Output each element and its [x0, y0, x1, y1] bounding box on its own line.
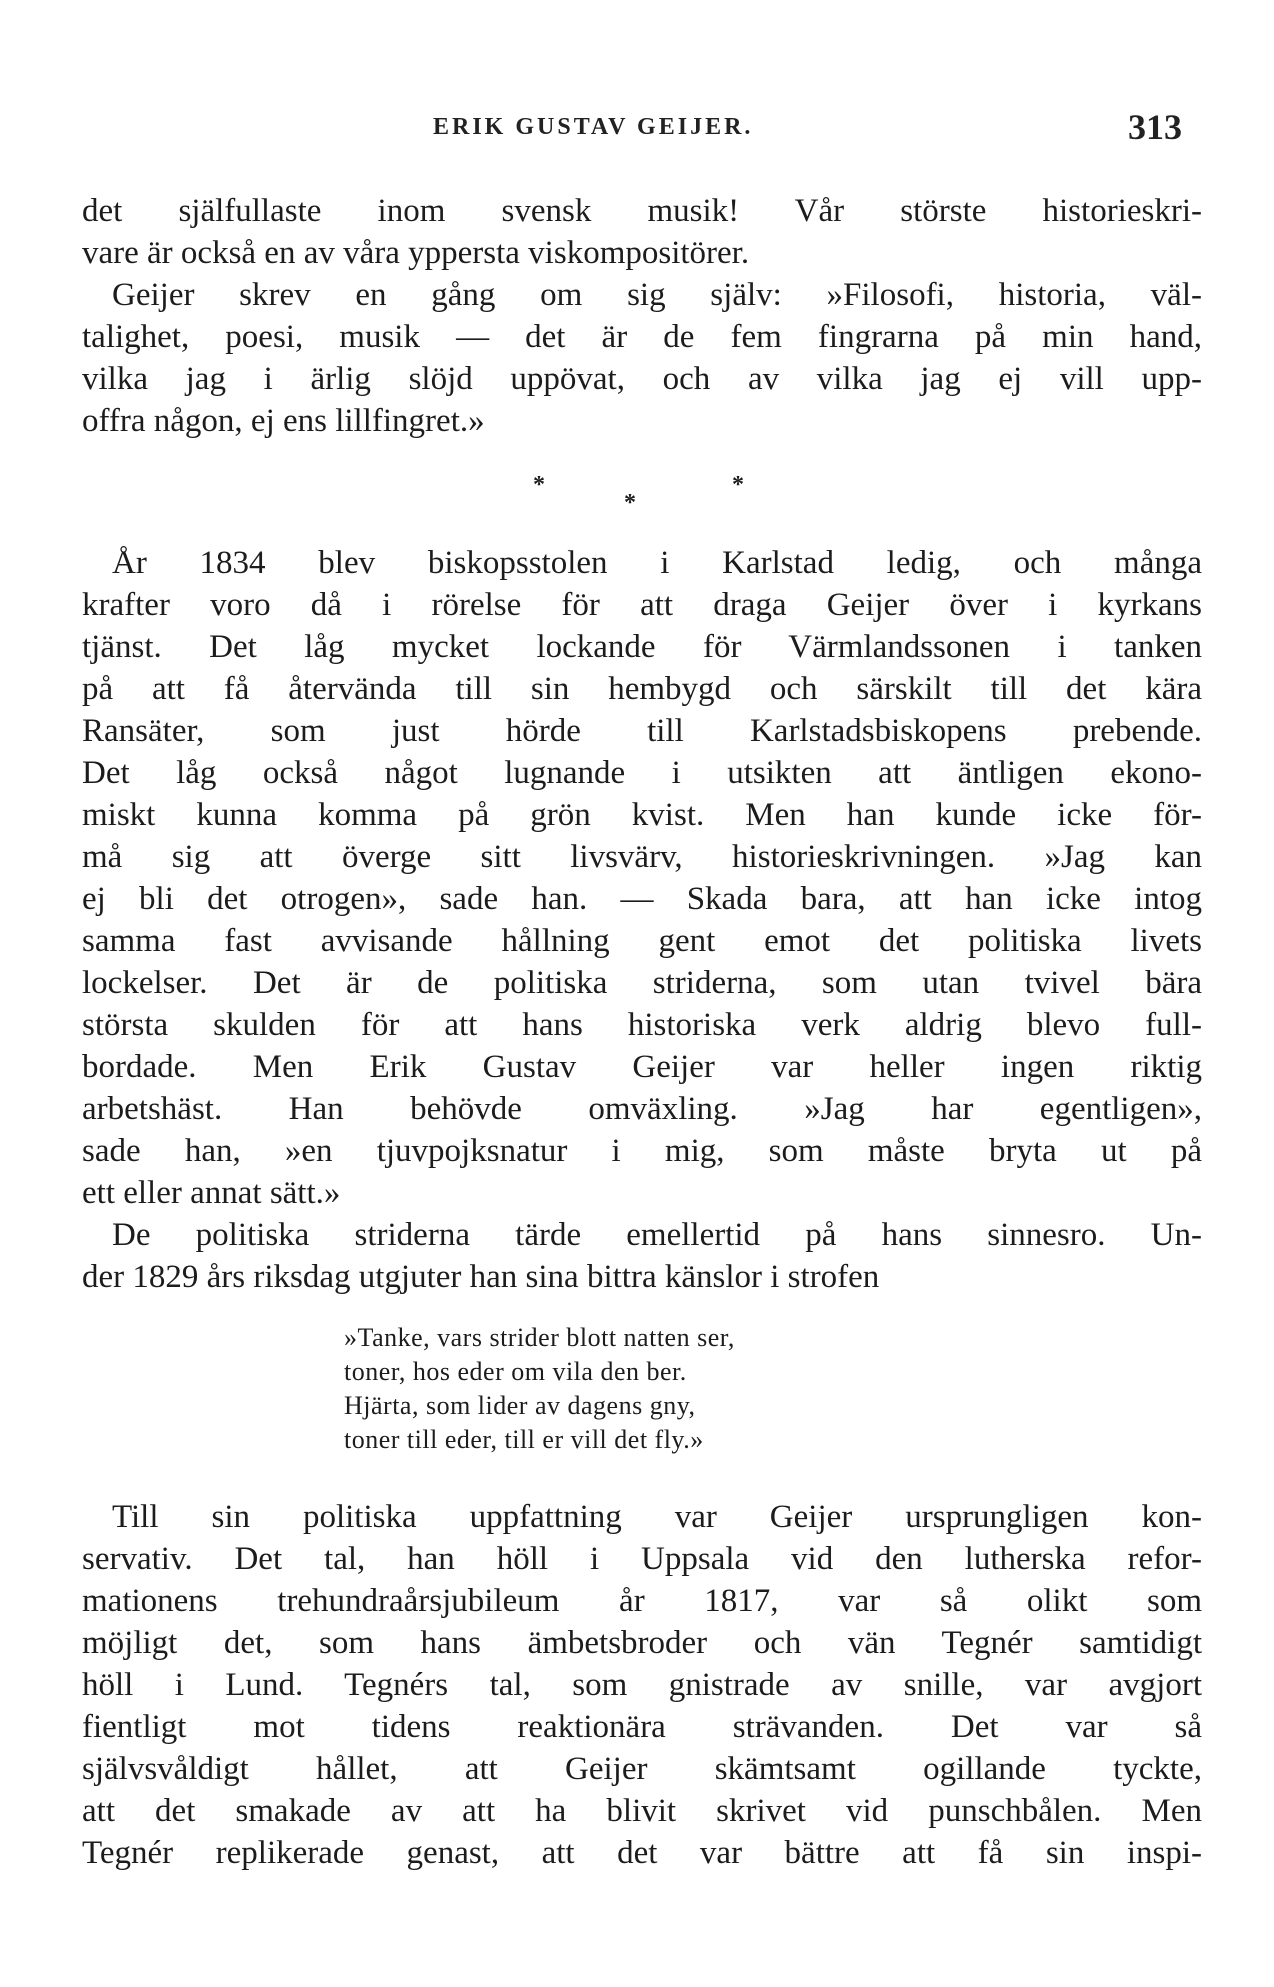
- text-line: De politiska striderna tärde emellertid på hans sinnesro. Un-: [112, 1217, 1202, 1253]
- text-line: ett eller annat sätt.»: [82, 1175, 341, 1211]
- text-line: Tegnér replikerade genast, att det var bättre att få sin inspi-: [82, 1835, 1202, 1871]
- text-line: talighet, poesi, musik — det är de fem fingrarna på min hand,: [82, 319, 1202, 355]
- text-line: ej bli det otrogen», sade han. — Skada bara, att han icke intog: [82, 881, 1202, 917]
- text-line: fientligt mot tidens reaktionära strävanden. Det var så: [82, 1709, 1202, 1745]
- text-line: tjänst. Det låg mycket lockande för Värmlandssonen i tanken: [82, 629, 1202, 665]
- text-line: miskt kunna komma på grön kvist. Men han kunde icke för-: [82, 797, 1202, 833]
- text-line: offra någon, ej ens lillfingret.»: [82, 403, 485, 439]
- text-line: bordade. Men Erik Gustav Geijer var heller ingen riktig: [82, 1049, 1202, 1085]
- text-line: möjligt det, som hans ämbetsbroder och vän Tegnér samtidigt: [82, 1625, 1202, 1661]
- text-line: största skulden för att hans historiska verk aldrig blevo full-: [82, 1007, 1202, 1043]
- text-line: Geijer skrev en gång om sig själv: »Filosofi, historia, väl-: [112, 277, 1202, 313]
- verse-line: toner till eder, till er vill det fly.»: [344, 1425, 704, 1454]
- text-line: Ransäter, som just hörde till Karlstadsbiskopens prebende.: [82, 713, 1202, 749]
- text-line: självsvåldigt hållet, att Geijer skämtsamt ogillande tyckte,: [82, 1751, 1202, 1787]
- text-line: der 1829 års riksdag utgjuter han sina bittra känslor i strofen: [82, 1259, 880, 1295]
- asterisk: *: [732, 472, 744, 498]
- text-line: Till sin politiska uppfattning var Geijer ursprungligen kon-: [112, 1499, 1202, 1535]
- verse-line: toner, hos eder om vila den ber.: [344, 1357, 687, 1386]
- text-line: höll i Lund. Tegnérs tal, som gnistrade av snille, var avgjort: [82, 1667, 1202, 1703]
- text-line: servativ. Det tal, han höll i Uppsala vid den lutherska refor-: [82, 1541, 1202, 1577]
- text-line: sade han, »en tjuvpojksnatur i mig, som måste bryta ut på: [82, 1133, 1202, 1169]
- asterisk: *: [624, 490, 636, 516]
- verse-line: Hjärta, som lider av dagens gny,: [344, 1391, 696, 1420]
- text-line: År 1834 blev biskopsstolen i Karlstad ledig, och många: [112, 545, 1202, 581]
- text-line: att det smakade av att ha blivit skrivet vid punschbålen. Men: [82, 1793, 1202, 1829]
- text-line: må sig att överge sitt livsvärv, historieskrivningen. »Jag kan: [82, 839, 1202, 875]
- text-line: på att få återvända till sin hembygd och särskilt till det kära: [82, 671, 1202, 707]
- text-line: krafter voro då i rörelse för att draga Geijer över i kyrkans: [82, 587, 1202, 623]
- text-line: vare är också en av våra yppersta viskompositörer.: [82, 235, 750, 271]
- page-header: [0, 107, 1274, 152]
- page-number: 313: [1128, 107, 1182, 147]
- text-line: vilka jag i ärlig slöjd uppövat, och av vilka jag ej vill upp-: [82, 361, 1202, 397]
- text-line: Det låg också något lugnande i utsikten att äntligen ekono-: [82, 755, 1202, 791]
- verse-line: »Tanke, vars strider blott natten ser,: [344, 1323, 735, 1352]
- text-line: lockelser. Det är de politiska striderna, som utan tvivel bära: [82, 965, 1202, 1001]
- section-separator: [0, 470, 1274, 530]
- text-line: arbetshäst. Han behövde omväxling. »Jag har egentligen»,: [82, 1091, 1202, 1127]
- text-line: samma fast avvisande hållning gent emot det politiska livets: [82, 923, 1202, 959]
- running-head: ERIK GUSTAV GEIJER.: [433, 114, 754, 140]
- text-line: mationens trehundraårsjubileum år 1817, var så olikt som: [82, 1583, 1202, 1619]
- asterisk: *: [533, 472, 545, 498]
- text-line: det själfullaste inom svensk musik! Vår störste historieskri-: [82, 193, 1202, 229]
